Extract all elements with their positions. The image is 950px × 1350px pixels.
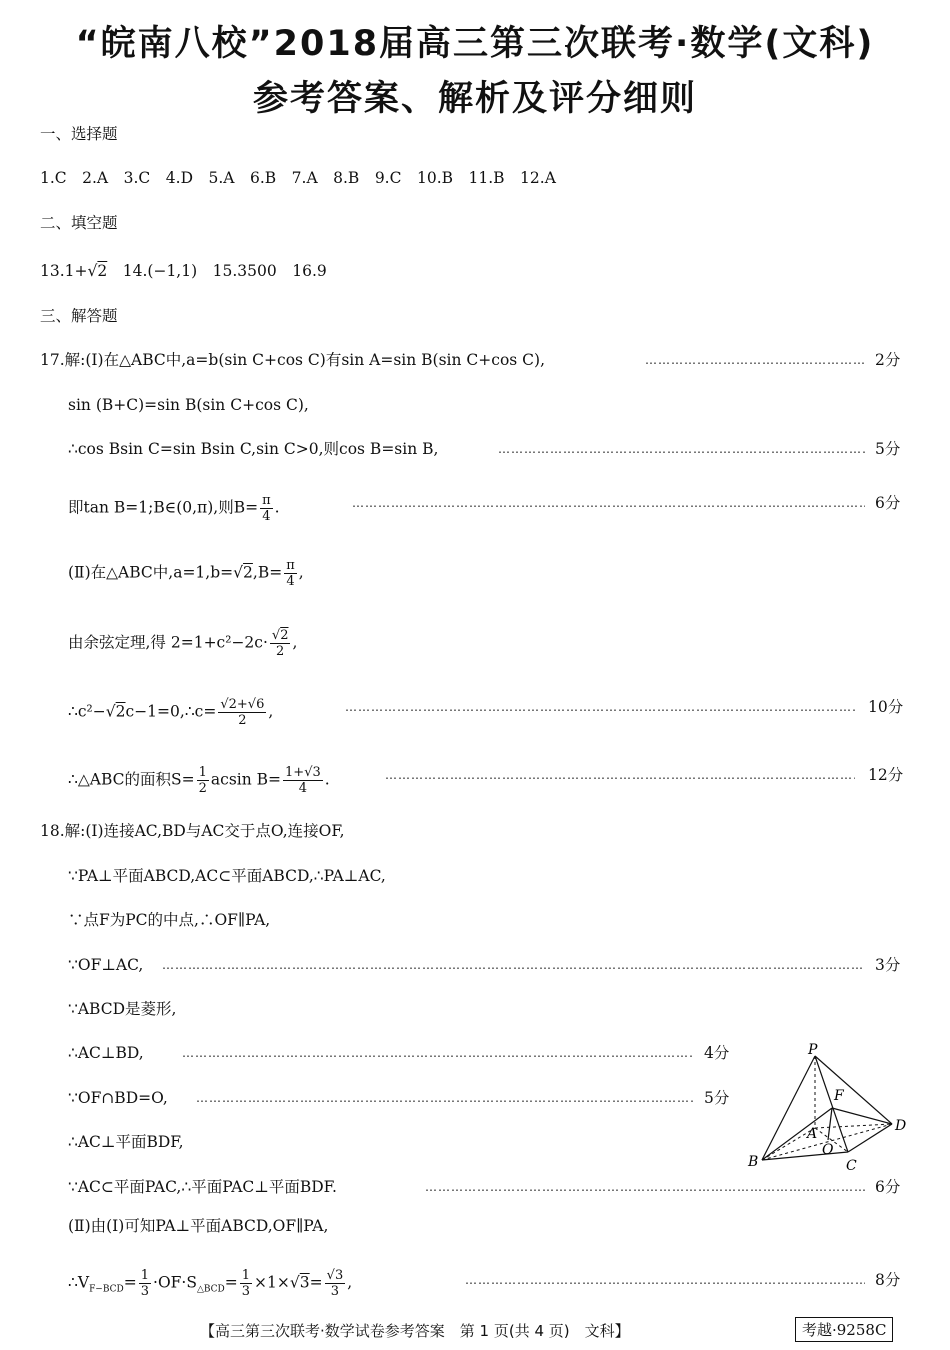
- label-c: C: [846, 1158, 857, 1174]
- q17-line-7-mid: c−1=0,∴c=: [125, 702, 217, 721]
- leader-dots: [498, 439, 865, 459]
- fraction: [325, 1268, 346, 1299]
- fraction: [283, 765, 323, 796]
- q17-line-8-mid: acsin B=: [210, 770, 282, 789]
- score-label: 12分: [868, 766, 904, 784]
- q17-line-7-end: ,: [268, 702, 274, 721]
- q17-line-4: [68, 493, 280, 524]
- label-a: A: [807, 1126, 818, 1142]
- fraction-numerator: 1+√3: [285, 765, 321, 780]
- leader-dots: [345, 697, 855, 717]
- q18-line-10: (Ⅱ)由(Ⅰ)可知PA⊥平面ABCD,OF∥PA,: [68, 1217, 329, 1235]
- fraction: [139, 1268, 151, 1299]
- section-heading-choice: 一、选择题: [40, 125, 118, 143]
- fill-answers: 13.1+√2 14.(−1,1) 15.3500 16.9: [40, 262, 327, 280]
- score-label: 6分: [875, 494, 901, 512]
- radicand: 3: [299, 1273, 310, 1292]
- q18-line-11-mid: =: [123, 1273, 137, 1292]
- q18-line-11-text: ∴V: [68, 1273, 90, 1292]
- q17-line-5: (Ⅱ)在△ABC中,a=1,b=√2,B= $\frac{\pi}{4}$ ,: [68, 558, 304, 589]
- section-heading-fill: 二、填空题: [40, 214, 118, 232]
- fill-answers-a: 13.1+: [40, 262, 88, 280]
- q17-line-6-text: 由余弦定理,得 2=1+c²−2c·: [68, 633, 268, 652]
- label-b: B: [748, 1154, 759, 1170]
- section-heading-solve: 三、解答题: [40, 307, 118, 325]
- q17-line-8-text: ∴△ABC的面积S=: [68, 770, 195, 789]
- leader-dots: [352, 493, 865, 513]
- q18-line-11-mid: =: [309, 1273, 323, 1292]
- fraction: [240, 1268, 252, 1299]
- fraction-denominator: 3: [140, 1284, 150, 1299]
- radicand: 2: [280, 628, 289, 643]
- fraction-denominator: 2: [198, 781, 207, 796]
- subscript: F−BCD: [89, 1284, 124, 1295]
- leader-dots: [162, 955, 865, 975]
- q17-line-5-mid: ,B=: [252, 563, 283, 582]
- q17-line-5-end: ,: [298, 563, 304, 582]
- fraction: [197, 765, 209, 796]
- leader-dots: [465, 1270, 865, 1290]
- exam-code-badge: 考越·9258C: [795, 1317, 893, 1342]
- label-o: O: [822, 1142, 834, 1158]
- fraction-numerator: π: [262, 493, 271, 508]
- q18-line-3: ∵点F为PC的中点,∴OF∥PA,: [68, 911, 271, 929]
- fill-answers-root: 2: [97, 262, 108, 280]
- q18-line-11: $\therefore V_{F-BCD}=$ $\frac{1}{3}$ $\cdot OF\cdot S_{\triangle BCD}=$ $\frac{1}{3}$ ×1×√3= $\frac{√3}{3}$ ,: [68, 1268, 353, 1299]
- fraction-numerator: √3: [326, 1268, 344, 1283]
- q18-line-1: 18.解:(Ⅰ)连接AC,BD与AC交于点O,连接OF,: [40, 822, 345, 840]
- document-title: “皖南八校”2018届高三第三次联考·数学(文科): [75, 24, 875, 64]
- fraction-numerator: 1: [198, 765, 207, 780]
- segment-of: [828, 1108, 832, 1140]
- q17-line-7-text: ∴c²−: [68, 702, 106, 721]
- document-subtitle: 参考答案、解析及评分细则: [252, 79, 697, 119]
- score-label: 6分: [875, 1178, 901, 1196]
- score-label: 3分: [875, 956, 901, 974]
- q17-line-4-end: .: [274, 498, 280, 517]
- page-footer: 【高三第三次联考·数学试卷参考答案 第 1 页(共 4 页) 文科】: [200, 1322, 630, 1340]
- score-label: 2分: [875, 351, 901, 369]
- score-label: 8分: [875, 1271, 901, 1289]
- q17-line-8-end: .: [324, 770, 330, 789]
- q18-line-11-end: ,: [347, 1273, 353, 1292]
- label-d: D: [895, 1118, 907, 1134]
- q18-line-6: ∴AC⊥BD,: [68, 1044, 144, 1062]
- fraction-numerator: √2: [271, 628, 289, 643]
- score-label: 10分: [868, 698, 904, 716]
- pyramid-figure: [740, 1040, 920, 1180]
- leader-dots: [196, 1088, 694, 1108]
- q17-line-2: sin (B+C)=sin B(sin C+cos C),: [68, 396, 309, 414]
- fill-answers-b: 14.(−1,1) 15.3500 16.9: [107, 262, 327, 280]
- fraction-denominator: 3: [330, 1284, 340, 1299]
- fraction-denominator: 4: [286, 574, 295, 589]
- fraction-numerator: π: [286, 558, 295, 573]
- q17-line-8: [68, 765, 330, 796]
- q17-line-3: ∴cos Bsin C=sin Bsin C,sin C>0,则cos B=sin B,: [68, 440, 439, 458]
- leader-dots: [645, 350, 865, 370]
- q18-line-5: ∵ABCD是菱形,: [68, 1000, 177, 1018]
- fraction-numerator: 1: [241, 1268, 251, 1283]
- q18-line-11-mid: ·OF·S: [153, 1273, 197, 1292]
- q18-line-11-mid: =: [224, 1273, 238, 1292]
- q17-line-4-text: 即tan B=1;B∈(0,π),则B=: [68, 498, 259, 517]
- edge-cd: [848, 1124, 892, 1152]
- fraction-denominator: 2: [276, 644, 285, 659]
- q18-line-8: ∴AC⊥平面BDF,: [68, 1133, 184, 1151]
- radicand: 2: [115, 702, 126, 721]
- leader-dots: [425, 1177, 865, 1197]
- q17-line-1: 17.解:(Ⅰ)在△ABC中,a=b(sin C+cos C)有sin A=sin B(sin C+cos C),: [40, 351, 545, 369]
- fraction: [218, 697, 266, 728]
- score-label: 4分: [704, 1044, 730, 1062]
- score-label: 5分: [704, 1089, 730, 1107]
- fraction: [284, 558, 297, 589]
- fraction-denominator: 2: [238, 713, 247, 728]
- subscript: △BCD: [196, 1284, 225, 1295]
- leader-dots: [385, 765, 855, 785]
- q17-line-5-text: (Ⅱ)在△ABC中,a=1,b=: [68, 563, 234, 582]
- q17-line-7: ∴c²−√2c−1=0,∴c= $\frac{√2+√6}{2}$ ,: [68, 697, 274, 728]
- q18-line-11-mid: ×1×: [254, 1273, 290, 1292]
- fraction-denominator: 3: [241, 1284, 251, 1299]
- fraction-denominator: 4: [262, 509, 271, 524]
- q18-line-9: ∵AC⊂平面PAC,∴平面PAC⊥平面BDF.: [68, 1178, 337, 1196]
- fraction: [260, 493, 273, 524]
- choice-answers: 1.C 2.A 3.C 4.D 5.A 6.B 7.A 8.B 9.C 10.B 11.B 12.A: [40, 169, 556, 187]
- score-label: 5分: [875, 440, 901, 458]
- fraction: [270, 628, 291, 659]
- q18-line-7: ∵OF∩BD=O,: [68, 1089, 168, 1107]
- label-f: F: [834, 1088, 844, 1104]
- fraction-denominator: 4: [298, 781, 308, 796]
- leader-dots: [182, 1043, 694, 1063]
- fraction-numerator: 1: [140, 1268, 150, 1283]
- q17-line-6: [68, 628, 297, 659]
- q17-line-6-end: ,: [292, 633, 298, 652]
- label-p: P: [808, 1042, 818, 1058]
- radicand: 2: [243, 563, 253, 582]
- fraction-numerator: √2+√6: [220, 697, 265, 712]
- q18-line-4: ∵OF⊥AC,: [68, 956, 144, 974]
- q18-line-2: ∵PA⊥平面ABCD,AC⊂平面ABCD,∴PA⊥AC,: [68, 867, 386, 885]
